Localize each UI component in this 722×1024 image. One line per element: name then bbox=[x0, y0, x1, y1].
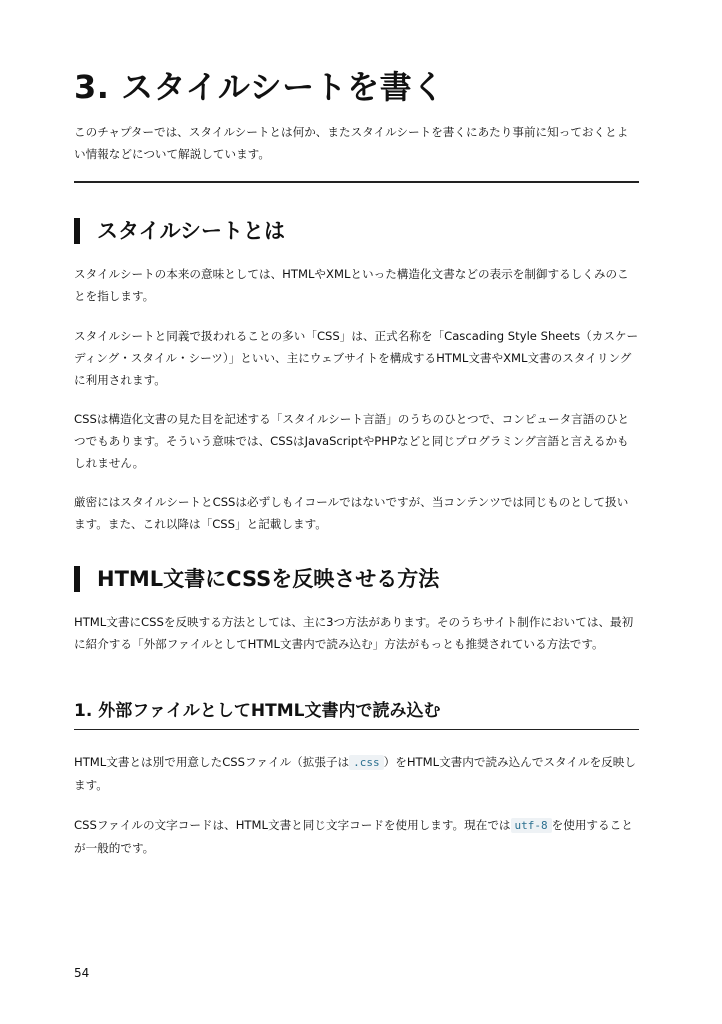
chapter-divider bbox=[74, 181, 639, 183]
chapter-intro: このチャプターでは、スタイルシートとは何か、またスタイルシートを書くにあたり事前に知っておくとよい情報などについて解説しています。 bbox=[74, 125, 629, 161]
subsection-paragraph-1 bbox=[74, 751, 639, 796]
section-heading-apply-css: HTML文書にCSSを反映させる方法 bbox=[74, 566, 439, 592]
text-run: HTML文書とは別で用意したCSSファイル（拡張子は bbox=[74, 755, 350, 769]
section-heading-stylesheet: スタイルシートとは bbox=[74, 218, 285, 244]
text-run: を使用することが一般的です。 bbox=[74, 818, 633, 855]
text-run: CSSファイルの文字コードは、HTML文書と同じ文字コードを使用します。現在では bbox=[74, 818, 511, 832]
code-extension: .css bbox=[349, 755, 384, 770]
section-paragraph-2: スタイルシートと同義で扱われることの多い「CSS」は、正式名称を「Cascading Style Sheets（カスケーディング・スタイル・シーツ）」といい、主にウェブサイトを構成するHTML文書やXML文書のスタイリングに利用されます。 bbox=[74, 329, 639, 387]
section-paragraph-1: スタイルシートの本来の意味としては、HTMLやXMLといった構造化文書などの表示を制御するしくみのことを指します。 bbox=[74, 267, 629, 303]
text-run: ）をHTML文書内で読み込んでスタイルを反映します。 bbox=[74, 755, 636, 792]
chapter-title: 3. スタイルシートを書く bbox=[74, 68, 445, 106]
section-paragraph-3: CSSは構造化文書の見た目を記述する「スタイルシート言語」のうちのひとつで、コンピュータ言語のひとつでもあります。そういう意味では、CSSはJavaScriptやPHPなどと同じプログラミング言語と言えるかもしれません。 bbox=[74, 412, 630, 470]
section-paragraph-4: 厳密にはスタイルシートとCSSは必ずしもイコールではないですが、当コンテンツでは同じものとして扱います。また、これ以降は「CSS」と記載します。 bbox=[74, 495, 629, 531]
subsection-paragraph-2 bbox=[74, 814, 639, 859]
section2-paragraph: HTML文書にCSSを反映する方法としては、主に3つ方法があります。そのうちサイト制作においては、最初に紹介する「外部ファイルとしてHTML文書内で読み込む」方法がもっとも推奨されている方法です。 bbox=[74, 615, 634, 651]
code-charset: utf-8 bbox=[511, 818, 552, 833]
subsection-heading-external-file: 1. 外部ファイルとしてHTML文書内で読み込む bbox=[74, 699, 639, 730]
page-number: 54 bbox=[74, 966, 90, 980]
